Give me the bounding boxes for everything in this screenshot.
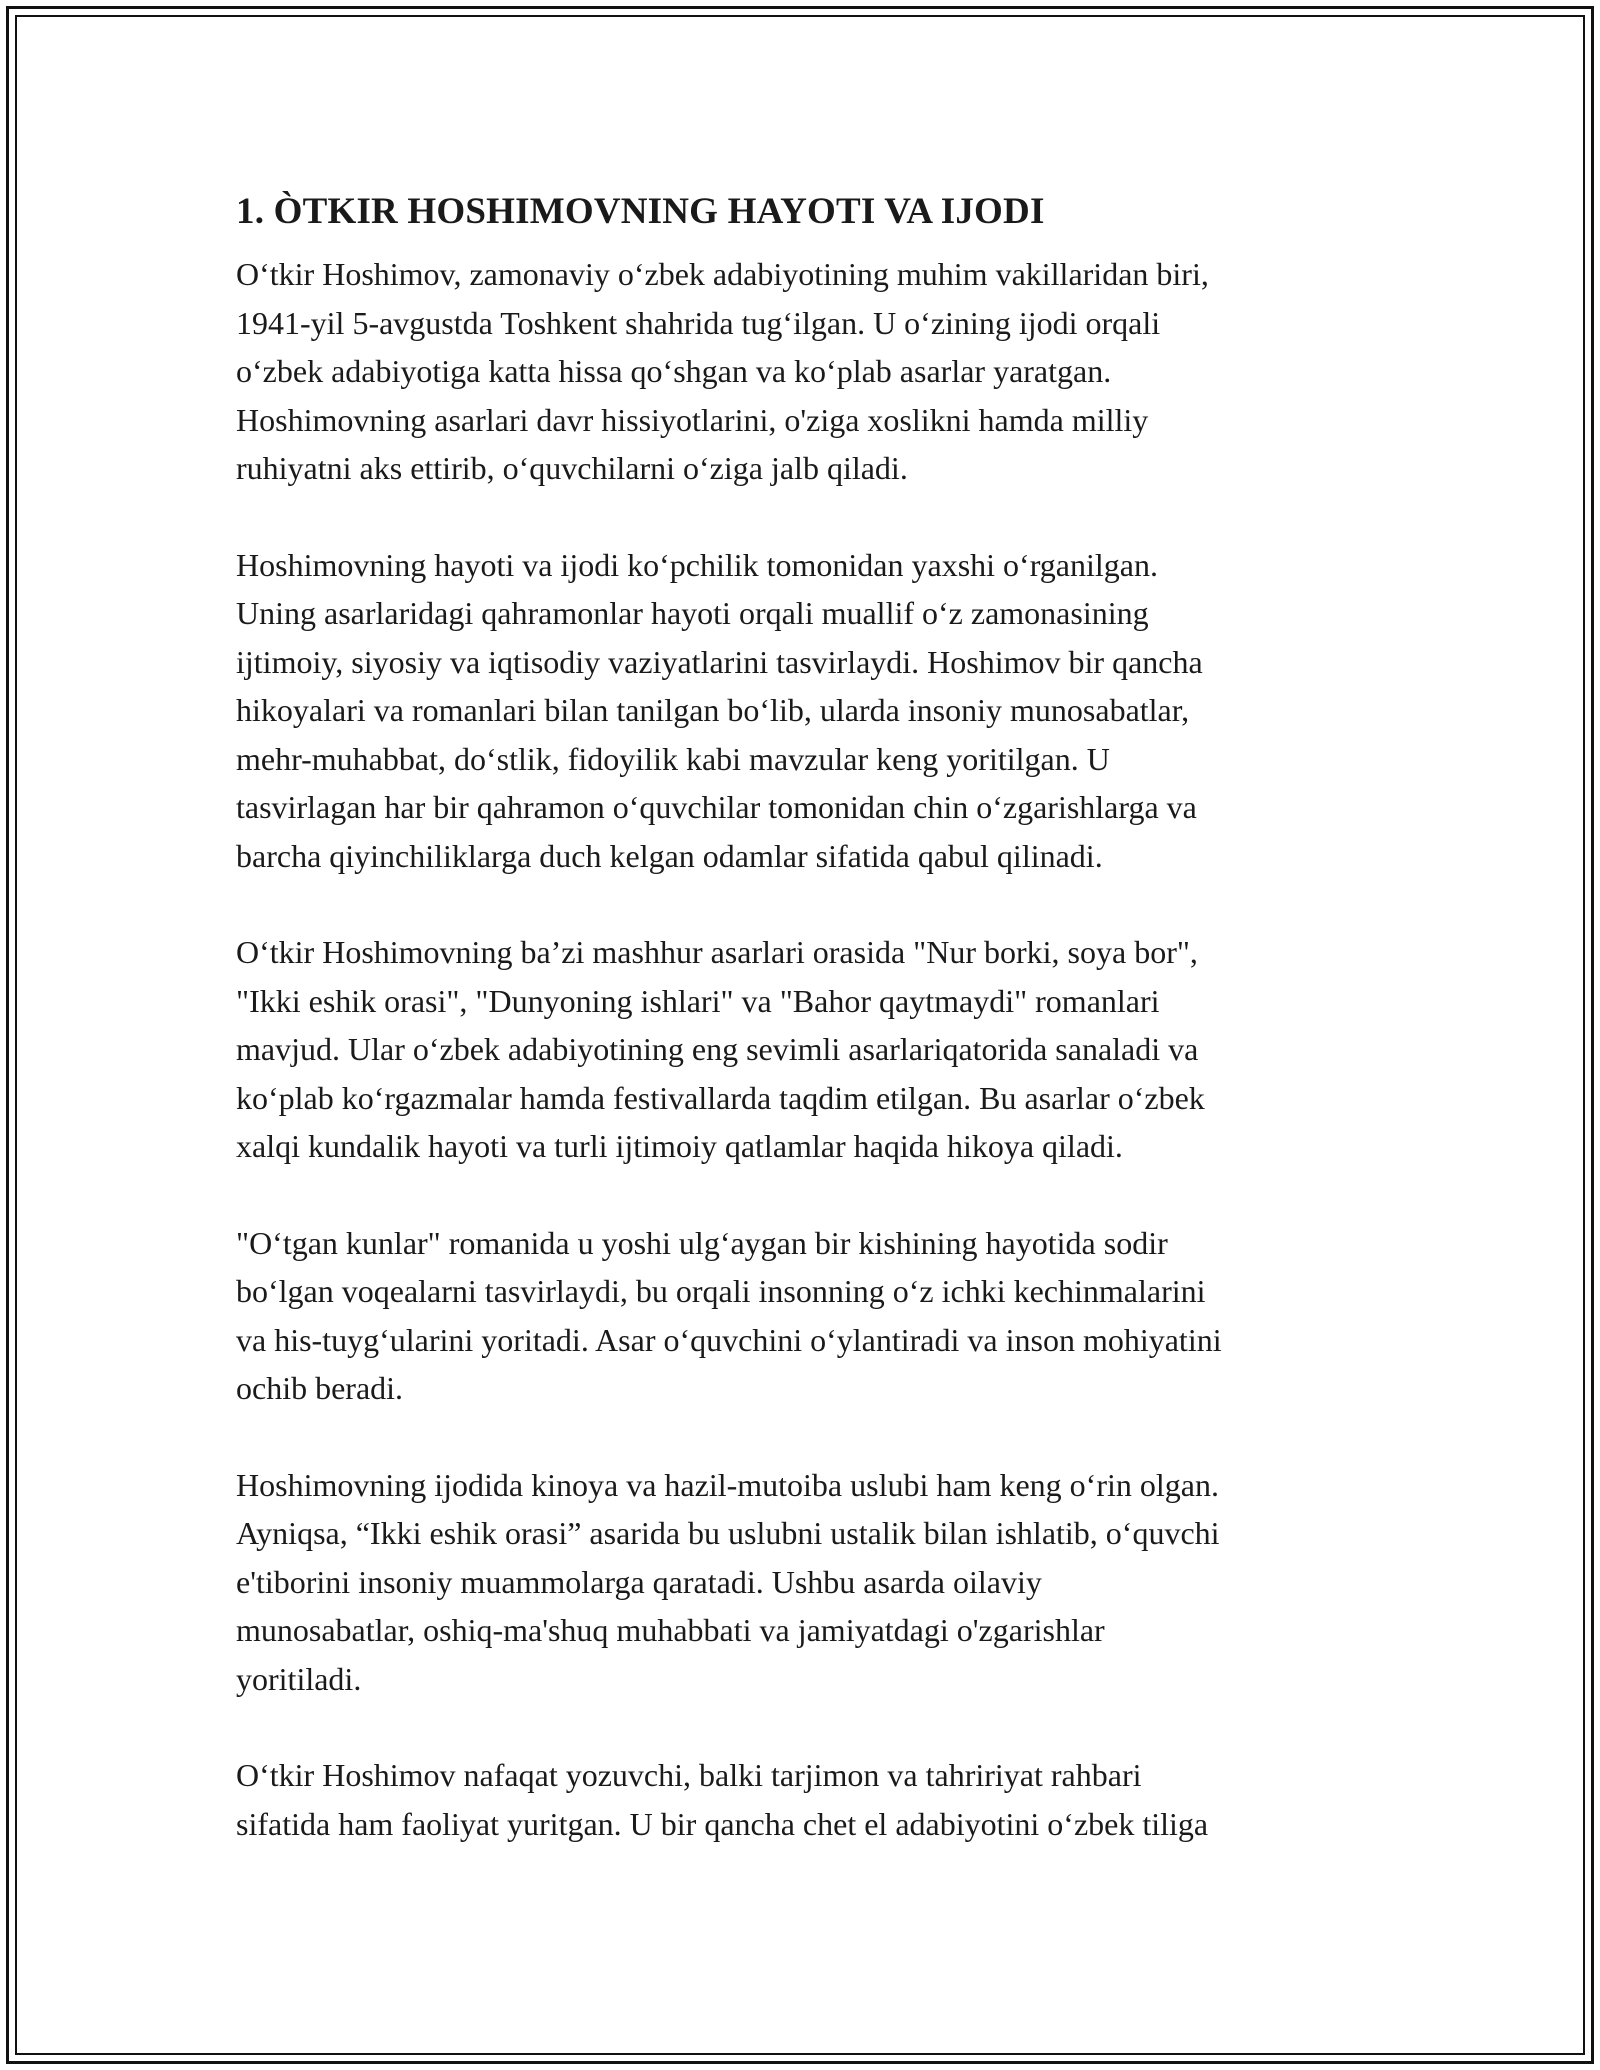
paragraph-3 bbox=[236, 928, 1366, 1171]
text-line: "Ikki eshik orasi", "Dunyoning ishlari" va "Bahor qaytmaydi" romanlari bbox=[236, 982, 1160, 1019]
text-line: va his-tuyg‘ularini yoritadi. Asar o‘quvchini o‘ylantiradi va inson mohiyatini bbox=[236, 1321, 1222, 1358]
document-body bbox=[236, 188, 1366, 1896]
text-line: barcha qiyinchiliklarga duch kelgan odamlar sifatida qabul qilinadi. bbox=[236, 837, 1103, 874]
text-line: ochib beradi. bbox=[236, 1370, 404, 1406]
document-title: 1. ÒTKIR HOSHIMOVNING HAYOTI VA IJODI bbox=[236, 191, 1045, 232]
text-line: Hoshimovning ijodida kinoya va hazil-mutoiba uslubi ham keng o‘rin olgan. bbox=[236, 1466, 1219, 1503]
text-line: o‘zbek adabiyotiga katta hissa qo‘shgan va ko‘plab asarlar yaratgan. bbox=[236, 353, 1112, 389]
text-line: 1941-yil 5-avgustda Toshkent shahrida tug‘ilgan. U o‘zining ijodi orqali bbox=[236, 304, 1161, 341]
text-line: Hoshimovning hayoti va ijodi ko‘pchilik tomonidan yaxshi o‘rganilgan. bbox=[236, 546, 1158, 583]
text-line: mehr-muhabbat, do‘stlik, fidoyilik kabi mavzular keng yoritilgan. U bbox=[236, 740, 1110, 777]
text-line: ijtimoiy, siyosiy va iqtisodiy vaziyatlarini tasvirlaydi. Hoshimov bir qancha bbox=[236, 643, 1203, 680]
paragraph-1 bbox=[236, 250, 1366, 493]
text-line: "O‘tgan kunlar" romanida u yoshi ulg‘aygan bir kishining hayotida sodir bbox=[236, 1224, 1168, 1261]
text-line: munosabatlar, oshiq-ma'shuq muhabbati va jamiyatdagi o'zgarishlar bbox=[236, 1612, 1105, 1648]
paragraph-4 bbox=[236, 1219, 1366, 1413]
paragraph-5 bbox=[236, 1461, 1366, 1704]
text-line: e'tiborini insoniy muammolarga qaratadi. Ushbu asarda oilaviy bbox=[236, 1563, 1042, 1600]
text-line: tasvirlagan har bir qahramon o‘quvchilar tomonidan chin o‘zgarishlarga va bbox=[236, 789, 1197, 825]
text-line: Hoshimovning asarlari davr hissiyotlarini, o'ziga xoslikni hamda milliy bbox=[236, 401, 1149, 438]
text-line: ruhiyatni aks ettirib, o‘quvchilarni o‘ziga jalb qiladi. bbox=[236, 450, 908, 486]
text-line: O‘tkir Hoshimov, zamonaviy o‘zbek adabiyotining muhim vakillaridan biri, bbox=[236, 256, 1209, 292]
text-line: O‘tkir Hoshimovning ba’zi mashhur asarlari orasida "Nur borki, soya bor", bbox=[236, 934, 1198, 970]
text-line: sifatida ham faoliyat yuritgan. U bir qancha chet el adabiyotini o‘zbek tiliga bbox=[236, 1805, 1209, 1842]
text-line: mavjud. Ular o‘zbek adabiyotining eng sevimli asarlariqatorida sanaladi va bbox=[236, 1031, 1199, 1067]
paragraph-6 bbox=[236, 1751, 1366, 1848]
text-line: yoritiladi. bbox=[236, 1660, 362, 1697]
text-line: hikoyalari va romanlari bilan tanilgan bo‘lib, ularda insoniy munosabatlar, bbox=[236, 692, 1190, 728]
text-line: bo‘lgan voqealarni tasvirlaydi, bu orqali insonning o‘z ichki kechinmalarini bbox=[236, 1273, 1206, 1309]
paragraph-2 bbox=[236, 541, 1366, 881]
text-line: xalqi kundalik hayoti va turli ijtimoiy qatlamlar haqida hikoya qiladi. bbox=[236, 1128, 1123, 1164]
text-line: Uning asarlaridagi qahramonlar hayoti orqali muallif o‘z zamonasining bbox=[236, 595, 1149, 631]
text-line: O‘tkir Hoshimov nafaqat yozuvchi, balki tarjimon va tahririyat rahbari bbox=[236, 1757, 1142, 1793]
text-line: Ayniqsa, “Ikki eshik orasi” asarida bu uslubni ustalik bilan ishlatib, o‘quvchi bbox=[236, 1515, 1220, 1551]
text-line: ko‘plab ko‘rgazmalar hamda festivallarda taqdim etilgan. Bu asarlar o‘zbek bbox=[236, 1079, 1205, 1116]
